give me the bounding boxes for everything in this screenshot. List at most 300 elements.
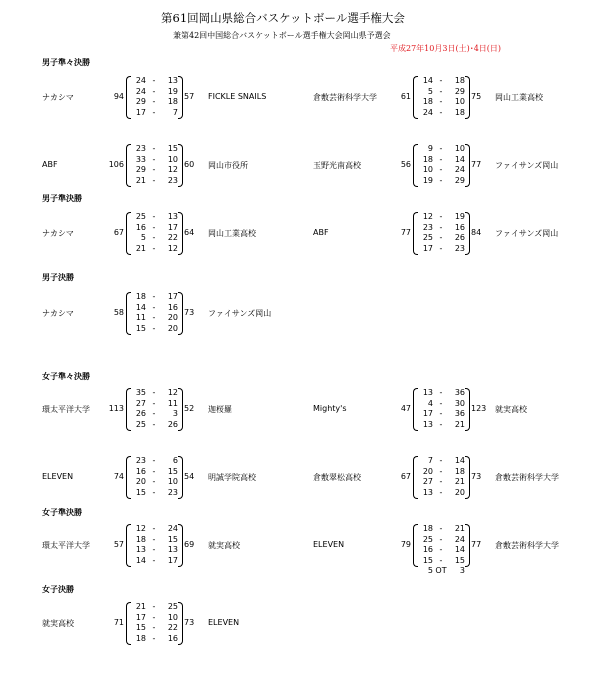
away-total-score: 75 bbox=[471, 92, 482, 102]
quarter-away-points: 18 bbox=[454, 76, 465, 85]
away-total-score: 123 bbox=[471, 404, 487, 414]
away-team-name: 岡山市役所 bbox=[208, 161, 248, 171]
quarter-score-row bbox=[415, 165, 465, 174]
score-dash: - bbox=[439, 154, 443, 164]
quarter-home-points: 29 bbox=[135, 165, 146, 175]
score-dash: - bbox=[439, 398, 443, 408]
score-dash: - bbox=[152, 545, 156, 555]
quarter-score-row bbox=[128, 244, 178, 253]
quarter-away-points: 36 bbox=[454, 388, 465, 397]
quarter-away-points: 23 bbox=[167, 175, 178, 185]
quarter-away-points: 29 bbox=[454, 175, 465, 185]
quarter-away-points: 36 bbox=[454, 409, 465, 419]
away-total-score: 52 bbox=[184, 404, 195, 414]
quarter-score-row bbox=[128, 613, 178, 622]
quarter-away-points: 13 bbox=[167, 76, 178, 85]
quarter-away-points: 20 bbox=[454, 487, 465, 497]
quarter-score-row bbox=[415, 399, 465, 408]
score-dash: - bbox=[152, 612, 156, 622]
right-bracket bbox=[178, 388, 183, 431]
quarter-score-row bbox=[128, 602, 178, 611]
quarter-score-row bbox=[415, 223, 465, 232]
home-total-score: 94 bbox=[113, 92, 124, 102]
right-bracket bbox=[178, 144, 183, 187]
home-team-name: ナカシマ bbox=[42, 309, 74, 319]
home-team-name: ABF bbox=[313, 228, 329, 238]
away-team-name: 就実高校 bbox=[495, 405, 527, 415]
home-total-score: 113 bbox=[108, 404, 124, 414]
quarter-score-row bbox=[128, 144, 178, 153]
quarter-home-points: 17 bbox=[422, 409, 433, 419]
quarter-score-row bbox=[415, 176, 465, 185]
right-bracket bbox=[178, 212, 183, 255]
quarter-away-points: 11 bbox=[167, 398, 178, 408]
quarter-score-row bbox=[128, 233, 178, 242]
quarter-score-row bbox=[128, 97, 178, 106]
score-dash: - bbox=[439, 233, 443, 243]
quarter-away-points: 23 bbox=[167, 487, 178, 497]
section-label: 男子準々決勝 bbox=[42, 58, 90, 67]
away-total-score: 77 bbox=[471, 160, 482, 170]
quarter-away-points: 20 bbox=[167, 323, 178, 333]
score-dash: - bbox=[439, 175, 443, 185]
quarter-away-points: 23 bbox=[454, 243, 465, 253]
home-team-name: 玉野光南高校 bbox=[313, 161, 361, 171]
score-dash: - bbox=[152, 623, 156, 633]
quarter-home-points: 20 bbox=[135, 477, 146, 487]
score-dash: - bbox=[152, 144, 156, 153]
away-total-score: 73 bbox=[184, 618, 195, 628]
score-dash: - bbox=[152, 466, 156, 476]
quarter-home-points: 23 bbox=[135, 456, 146, 465]
quarter-home-points: 24 bbox=[135, 76, 146, 85]
quarter-away-points: 22 bbox=[167, 623, 178, 633]
score-dash: - bbox=[439, 545, 443, 555]
score-dash: - bbox=[439, 144, 443, 153]
home-team-name: ELEVEN bbox=[313, 540, 345, 550]
quarter-home-points: 11 bbox=[135, 313, 146, 323]
score-dash: - bbox=[439, 456, 443, 465]
quarter-score-row bbox=[415, 212, 465, 221]
quarter-home-points: 13 bbox=[135, 545, 146, 555]
quarter-home-points: 4 bbox=[427, 398, 433, 408]
quarter-score-row bbox=[128, 87, 178, 96]
quarter-home-points: 18 bbox=[135, 534, 146, 544]
score-dash: - bbox=[152, 107, 156, 117]
quarter-score-row bbox=[415, 524, 465, 533]
home-team-name: 環太平洋大学 bbox=[42, 405, 90, 415]
away-team-name: 倉敷芸術科学大学 bbox=[495, 473, 559, 483]
quarter-away-points: 20 bbox=[167, 313, 178, 323]
right-bracket bbox=[465, 144, 470, 187]
quarter-away-points: 24 bbox=[167, 524, 178, 533]
quarter-home-points: 21 bbox=[135, 175, 146, 185]
away-total-score: 84 bbox=[471, 228, 482, 238]
score-dash: - bbox=[439, 487, 443, 497]
quarter-away-points: 21 bbox=[454, 524, 465, 533]
score-dash: - bbox=[152, 292, 156, 301]
quarter-score-row bbox=[415, 233, 465, 242]
quarter-home-points: 25 bbox=[135, 212, 146, 221]
quarter-away-points: 10 bbox=[454, 144, 465, 153]
score-dash: - bbox=[152, 302, 156, 312]
quarter-score-row bbox=[128, 176, 178, 185]
quarter-score-row bbox=[128, 623, 178, 632]
score-dash: - bbox=[439, 555, 443, 565]
quarter-score-row bbox=[128, 556, 178, 565]
score-dash: - bbox=[439, 534, 443, 544]
score-dash: - bbox=[152, 398, 156, 408]
quarter-score-row bbox=[128, 76, 178, 85]
quarter-home-points: 25 bbox=[135, 419, 146, 429]
quarter-score-row bbox=[128, 108, 178, 117]
score-dash: - bbox=[439, 419, 443, 429]
score-dash: - bbox=[152, 222, 156, 232]
quarter-score-row bbox=[128, 477, 178, 486]
quarter-score-row bbox=[128, 420, 178, 429]
quarter-home-points: 18 bbox=[135, 292, 146, 301]
score-dash: - bbox=[152, 76, 156, 85]
quarter-home-points: 25 bbox=[422, 534, 433, 544]
quarter-home-points: 16 bbox=[135, 222, 146, 232]
score-dash: - bbox=[152, 487, 156, 497]
away-total-score: 57 bbox=[184, 92, 195, 102]
away-total-score: 69 bbox=[184, 540, 195, 550]
quarter-away-points: 14 bbox=[454, 456, 465, 465]
score-dash: - bbox=[152, 323, 156, 333]
quarter-home-points: 20 bbox=[422, 466, 433, 476]
score-dash: - bbox=[439, 86, 443, 96]
quarter-home-points: 25 bbox=[422, 233, 433, 243]
score-dash: - bbox=[152, 388, 156, 397]
overtime-label: OT bbox=[435, 566, 447, 576]
right-bracket bbox=[178, 602, 183, 645]
away-team-name: ファイサンズ岡山 bbox=[495, 229, 559, 239]
away-team-name: 倉敷芸術科学大学 bbox=[495, 541, 559, 551]
score-dash: - bbox=[439, 388, 443, 397]
quarter-away-points: 17 bbox=[167, 555, 178, 565]
score-dash: - bbox=[152, 86, 156, 96]
quarter-away-points: 16 bbox=[454, 222, 465, 232]
score-dash: - bbox=[152, 313, 156, 323]
home-team-name: 就実高校 bbox=[42, 619, 74, 629]
score-dash: - bbox=[439, 107, 443, 117]
score-dash: - bbox=[439, 165, 443, 175]
quarter-score-row bbox=[415, 488, 465, 497]
quarter-home-points: 10 bbox=[422, 165, 433, 175]
quarter-away-points: 30 bbox=[454, 398, 465, 408]
home-team-name: 倉敷芸術科学大学 bbox=[313, 93, 377, 103]
right-bracket bbox=[465, 76, 470, 119]
score-dash: - bbox=[152, 233, 156, 243]
score-dash: - bbox=[152, 212, 156, 221]
quarter-score-row bbox=[415, 76, 465, 85]
quarter-away-points: 12 bbox=[167, 165, 178, 175]
away-team-name: ELEVEN bbox=[208, 618, 240, 628]
quarter-home-points: 18 bbox=[422, 97, 433, 107]
quarter-home-points: 15 bbox=[422, 555, 433, 565]
quarter-score-row bbox=[128, 488, 178, 497]
quarter-score-row bbox=[415, 477, 465, 486]
quarter-home-points: 15 bbox=[135, 487, 146, 497]
quarter-away-points: 14 bbox=[454, 154, 465, 164]
quarter-home-points: 26 bbox=[135, 409, 146, 419]
quarter-home-points: 21 bbox=[135, 602, 146, 611]
score-dash: - bbox=[152, 154, 156, 164]
quarter-home-points: 18 bbox=[135, 633, 146, 643]
quarter-away-points: 21 bbox=[454, 477, 465, 487]
away-team-name: 迦桜羅 bbox=[208, 405, 232, 415]
quarter-away-points: 26 bbox=[454, 233, 465, 243]
page-subtitle: 兼第42回中国総合バスケットボール選手権大会岡山県予選会 bbox=[173, 31, 391, 40]
quarter-home-points: 13 bbox=[422, 388, 433, 397]
away-total-score: 64 bbox=[184, 228, 195, 238]
quarter-away-points: 29 bbox=[454, 86, 465, 96]
quarter-away-points: 15 bbox=[167, 144, 178, 153]
quarter-away-points: 17 bbox=[167, 292, 178, 301]
score-dash: - bbox=[439, 243, 443, 253]
quarter-score-row bbox=[415, 545, 465, 554]
quarter-score-row bbox=[128, 409, 178, 418]
score-dash: - bbox=[152, 524, 156, 533]
quarter-home-points: 13 bbox=[422, 487, 433, 497]
quarter-home-points: 17 bbox=[135, 107, 146, 117]
quarter-home-points: 16 bbox=[135, 466, 146, 476]
home-total-score: 47 bbox=[400, 404, 411, 414]
quarter-away-points: 10 bbox=[167, 612, 178, 622]
quarter-away-points: 15 bbox=[167, 534, 178, 544]
score-dash: - bbox=[152, 243, 156, 253]
quarter-score-row bbox=[415, 155, 465, 164]
quarter-score-row bbox=[415, 244, 465, 253]
quarter-away-points: 10 bbox=[167, 154, 178, 164]
quarter-away-points: 14 bbox=[454, 545, 465, 555]
quarter-away-points: 19 bbox=[454, 212, 465, 221]
quarter-away-points: 17 bbox=[167, 222, 178, 232]
home-total-score: 61 bbox=[400, 92, 411, 102]
right-bracket bbox=[465, 524, 470, 567]
quarter-score-row bbox=[415, 108, 465, 117]
quarter-home-points: 16 bbox=[422, 545, 433, 555]
quarter-score-row bbox=[128, 303, 178, 312]
home-team-name: ナカシマ bbox=[42, 229, 74, 239]
quarter-home-points: 23 bbox=[422, 222, 433, 232]
home-total-score: 67 bbox=[113, 228, 124, 238]
score-dash: - bbox=[439, 524, 443, 533]
right-bracket bbox=[178, 456, 183, 499]
away-total-score: 73 bbox=[471, 472, 482, 482]
home-total-score: 77 bbox=[400, 228, 411, 238]
home-total-score: 57 bbox=[113, 540, 124, 550]
quarter-home-points: 5 bbox=[427, 86, 433, 96]
page-title: 第61回岡山県総合バスケットボール選手権大会 bbox=[161, 11, 405, 25]
quarter-home-points: 5 bbox=[140, 233, 146, 243]
quarter-away-points: 22 bbox=[167, 233, 178, 243]
quarter-away-points: 18 bbox=[454, 107, 465, 117]
quarter-away-points: 25 bbox=[167, 602, 178, 611]
home-team-name: 環太平洋大学 bbox=[42, 541, 90, 551]
score-dash: - bbox=[152, 456, 156, 465]
quarter-score-row bbox=[128, 634, 178, 643]
quarter-score-row bbox=[415, 144, 465, 153]
quarter-score-row bbox=[128, 292, 178, 301]
quarter-home-points: 18 bbox=[422, 154, 433, 164]
quarter-score-row bbox=[128, 399, 178, 408]
quarter-away-points: 10 bbox=[167, 477, 178, 487]
quarter-away-points: 24 bbox=[454, 165, 465, 175]
quarter-away-points: 16 bbox=[167, 302, 178, 312]
home-team-name: Mighty's bbox=[313, 404, 347, 414]
quarter-away-points: 21 bbox=[454, 419, 465, 429]
right-bracket bbox=[465, 212, 470, 255]
quarter-home-points: 17 bbox=[422, 243, 433, 253]
quarter-away-points: 3 bbox=[172, 409, 178, 419]
quarter-score-row bbox=[128, 155, 178, 164]
score-dash: - bbox=[439, 212, 443, 221]
quarter-score-row bbox=[128, 535, 178, 544]
quarter-score-row bbox=[415, 87, 465, 96]
quarter-away-points: 13 bbox=[167, 212, 178, 221]
score-dash: - bbox=[152, 409, 156, 419]
score-dash: - bbox=[152, 97, 156, 107]
score-dash: - bbox=[439, 409, 443, 419]
quarter-home-points: 15 bbox=[135, 323, 146, 333]
quarter-away-points: 18 bbox=[167, 97, 178, 107]
away-team-name: 就実高校 bbox=[208, 541, 240, 551]
quarter-score-row bbox=[415, 420, 465, 429]
quarter-score-row bbox=[128, 324, 178, 333]
right-bracket bbox=[178, 76, 183, 119]
quarter-home-points: 14 bbox=[135, 302, 146, 312]
away-total-score: 77 bbox=[471, 540, 482, 550]
quarter-away-points: 12 bbox=[167, 388, 178, 397]
quarter-score-row bbox=[128, 165, 178, 174]
quarter-score-row bbox=[128, 388, 178, 397]
right-bracket bbox=[465, 456, 470, 499]
away-team-name: FICKLE SNAILS bbox=[208, 92, 267, 102]
score-dash: - bbox=[439, 477, 443, 487]
score-dash: - bbox=[439, 466, 443, 476]
home-total-score: 106 bbox=[108, 160, 124, 170]
quarter-away-points: 16 bbox=[167, 633, 178, 643]
score-dash: - bbox=[152, 477, 156, 487]
away-team-name: ファイサンズ岡山 bbox=[495, 161, 559, 171]
home-total-score: 56 bbox=[400, 160, 411, 170]
quarter-home-points: 18 bbox=[422, 524, 433, 533]
score-dash: - bbox=[152, 175, 156, 185]
quarter-away-points: 13 bbox=[167, 545, 178, 555]
quarter-home-points: 14 bbox=[135, 555, 146, 565]
quarter-score-row bbox=[128, 223, 178, 232]
score-dash: - bbox=[439, 76, 443, 85]
quarter-score-row bbox=[415, 535, 465, 544]
event-date: 平成27年10月3日(土)･4日(日) bbox=[390, 44, 502, 53]
score-dash: - bbox=[152, 602, 156, 611]
away-team-name: 明誠学院高校 bbox=[208, 473, 256, 483]
quarter-home-points: 29 bbox=[135, 97, 146, 107]
quarter-score-row bbox=[415, 97, 465, 106]
quarter-home-points: 24 bbox=[422, 107, 433, 117]
quarter-away-points: 7 bbox=[172, 107, 178, 117]
right-bracket bbox=[465, 388, 470, 431]
score-dash: - bbox=[152, 419, 156, 429]
home-total-score: 74 bbox=[113, 472, 124, 482]
quarter-home-points: 14 bbox=[422, 76, 433, 85]
quarter-away-points: 15 bbox=[167, 466, 178, 476]
quarter-away-points: 12 bbox=[167, 243, 178, 253]
quarter-home-points: 15 bbox=[135, 623, 146, 633]
score-dash: - bbox=[152, 633, 156, 643]
overtime-home-points: 5 bbox=[427, 566, 433, 576]
home-team-name: ABF bbox=[42, 160, 58, 170]
quarter-home-points: 7 bbox=[427, 456, 433, 465]
quarter-score-row bbox=[415, 556, 465, 565]
quarter-home-points: 35 bbox=[135, 388, 146, 397]
section-label: 女子準決勝 bbox=[42, 508, 82, 517]
quarter-away-points: 6 bbox=[172, 456, 178, 465]
home-team-name: ナカシマ bbox=[42, 93, 74, 103]
overtime-away-points: 3 bbox=[459, 566, 465, 576]
quarter-score-row bbox=[415, 456, 465, 465]
right-bracket bbox=[178, 524, 183, 567]
away-total-score: 73 bbox=[184, 308, 195, 318]
score-dash: - bbox=[439, 97, 443, 107]
away-total-score: 54 bbox=[184, 472, 195, 482]
away-total-score: 60 bbox=[184, 160, 195, 170]
home-total-score: 79 bbox=[400, 540, 411, 550]
quarter-home-points: 33 bbox=[135, 154, 146, 164]
quarter-home-points: 19 bbox=[422, 175, 433, 185]
quarter-home-points: 17 bbox=[135, 612, 146, 622]
overtime-score-row bbox=[415, 566, 465, 575]
right-bracket bbox=[178, 292, 183, 335]
section-label: 男子準決勝 bbox=[42, 194, 82, 203]
quarter-home-points: 27 bbox=[422, 477, 433, 487]
home-team-name: 倉敷翠松高校 bbox=[313, 473, 361, 483]
home-total-score: 58 bbox=[113, 308, 124, 318]
quarter-score-row bbox=[415, 409, 465, 418]
quarter-home-points: 12 bbox=[135, 524, 146, 533]
quarter-score-row bbox=[128, 524, 178, 533]
quarter-away-points: 26 bbox=[167, 419, 178, 429]
quarter-score-row bbox=[128, 545, 178, 554]
score-dash: - bbox=[152, 165, 156, 175]
quarter-away-points: 19 bbox=[167, 86, 178, 96]
quarter-home-points: 13 bbox=[422, 419, 433, 429]
home-total-score: 67 bbox=[400, 472, 411, 482]
quarter-away-points: 10 bbox=[454, 97, 465, 107]
home-total-score: 71 bbox=[113, 618, 124, 628]
quarter-home-points: 24 bbox=[135, 86, 146, 96]
home-team-name: ELEVEN bbox=[42, 472, 74, 482]
score-dash: - bbox=[152, 534, 156, 544]
score-dash: - bbox=[152, 555, 156, 565]
away-team-name: 岡山工業高校 bbox=[495, 93, 543, 103]
score-dash: - bbox=[439, 222, 443, 232]
quarter-score-row bbox=[128, 456, 178, 465]
quarter-away-points: 24 bbox=[454, 534, 465, 544]
quarter-home-points: 9 bbox=[427, 144, 433, 153]
quarter-away-points: 15 bbox=[454, 555, 465, 565]
quarter-home-points: 27 bbox=[135, 398, 146, 408]
quarter-score-row bbox=[415, 388, 465, 397]
quarter-home-points: 12 bbox=[422, 212, 433, 221]
away-team-name: 岡山工業高校 bbox=[208, 229, 256, 239]
quarter-score-row bbox=[415, 467, 465, 476]
section-label: 男子決勝 bbox=[42, 273, 74, 282]
section-label: 女子決勝 bbox=[42, 585, 74, 594]
quarter-score-row bbox=[128, 212, 178, 221]
